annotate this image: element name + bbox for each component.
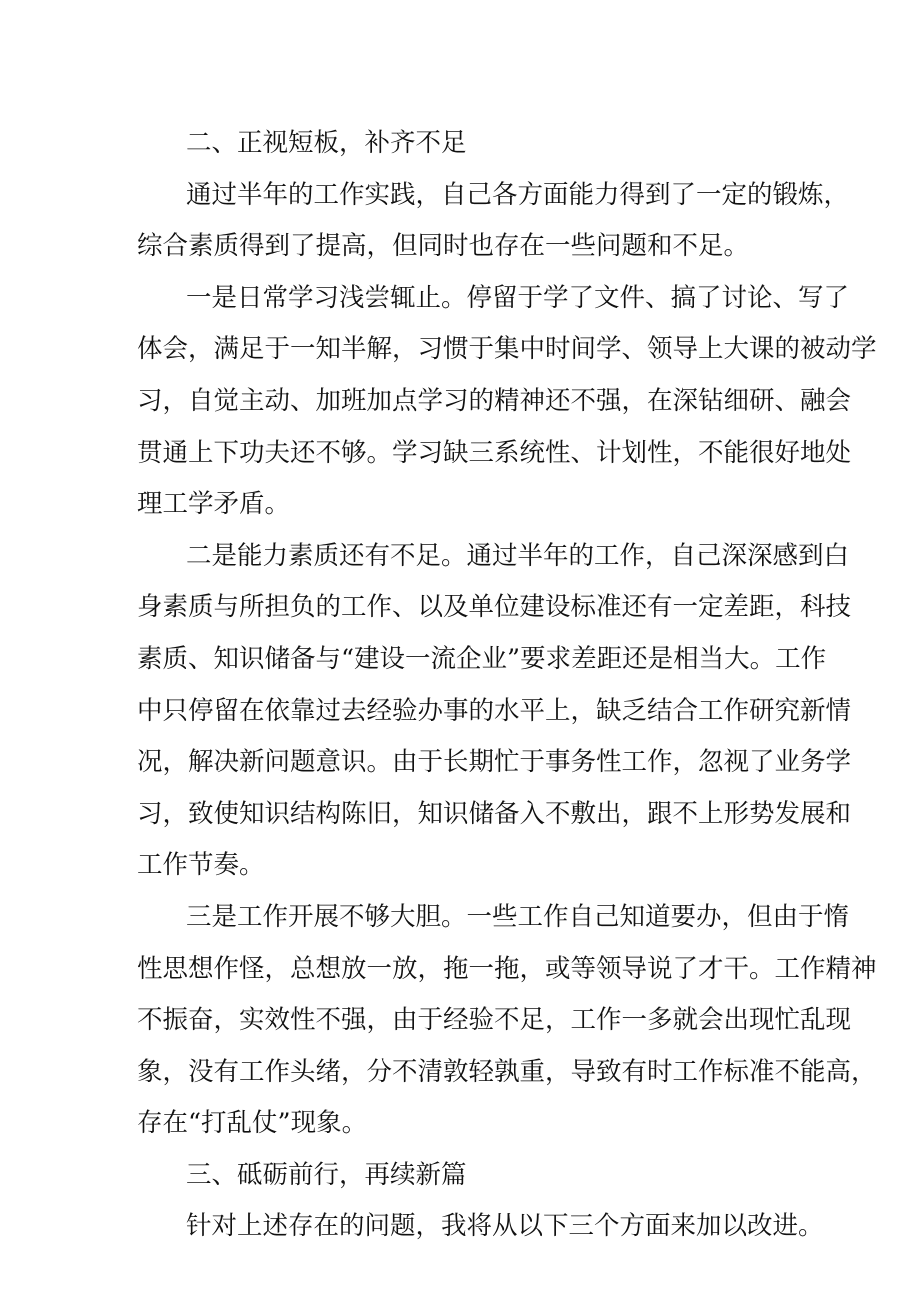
- paragraph-line: 习，自觉主动、加班加点学习的精神还不强，在深钻细研、融会: [137, 385, 852, 416]
- paragraph-line: 贯通上下功夫还不够。学习缺三系统性、计划性，不能很好地处: [137, 437, 852, 468]
- paragraph-line: 理工学矛盾。: [137, 489, 291, 520]
- paragraph-line: 习，致使知识结构陈旧，知识储备入不敷出，跟不上形势发展和: [137, 798, 852, 829]
- paragraph-line: 象，没有工作头绪，分不清敦轻孰重，导致有时工作标准不能高，: [137, 1056, 877, 1087]
- paragraph-line: 二是能力素质还有不足。通过半年的工作，自己深深感到白: [186, 540, 850, 571]
- document-body: [137, 118, 877, 1253]
- paragraph-line: 身素质与所担负的工作、以及单位建设标准还有一定差距，科技: [137, 592, 852, 623]
- paragraph-line: 通过半年的工作实践，自己各方面能力得到了一定的锻炼，: [186, 179, 850, 210]
- paragraph-line: 综合素质得到了提高，但同时也存在一些问题和不足。: [137, 231, 750, 262]
- paragraph-line: 不振奋，实效性不强，由于经验不足，工作一多就会出现忙乱现: [137, 1005, 852, 1036]
- paragraph-line: 工作节奏。: [137, 850, 265, 881]
- paragraph-line: 体会，满足于一知半解，习惯于集中时间学、领导上大课的被动学: [137, 334, 877, 365]
- paragraph-line: 存在“打乱仗”现象。: [137, 1108, 368, 1139]
- paragraph-line: 况，解决新问题意识。由于长期忙于事务性工作，忽视了业务学: [137, 747, 852, 778]
- paragraph-line: 三是工作开展不够大胆。一些工作自己知道要办，但由于惰: [186, 901, 850, 932]
- paragraph-line: 针对上述存在的问题，我将从以下三个方面来加以改进。: [186, 1211, 824, 1242]
- paragraph-line: 中只停留在依靠过去经验办事的水平上，缺乏结合工作研究新情: [137, 695, 852, 726]
- paragraph-line: 性思想作怪，总想放一放，拖一拖，或等领导说了才干。工作精神: [137, 953, 877, 984]
- section-heading: 三、砥砺前行，再续新篇: [186, 1159, 467, 1190]
- paragraph-line: 一是日常学习浅尝辄止。停留于学了文件、搞了讨论、写了: [186, 282, 850, 313]
- section-heading: 二、正视短板，补齐不足: [186, 128, 467, 158]
- paragraph-line: 素质、知识储备与“建设一流企业”要求差距还是相当大。工作: [137, 643, 827, 674]
